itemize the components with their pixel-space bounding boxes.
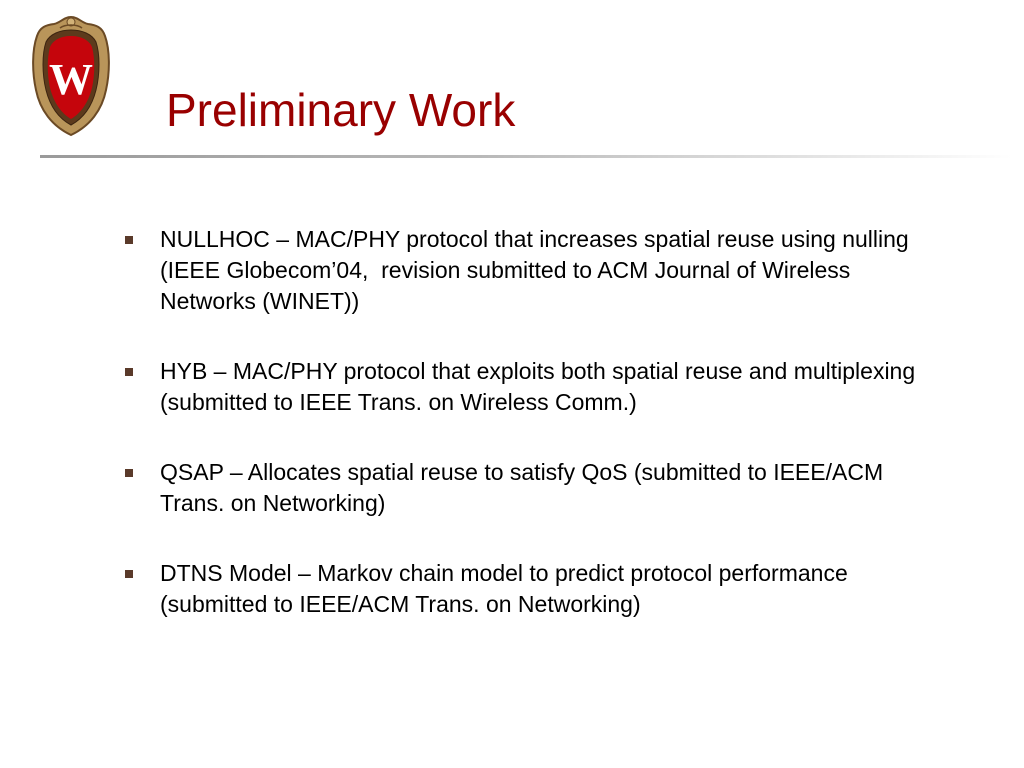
crest-letter: W — [49, 55, 93, 104]
bullet-text: QSAP – Allocates spatial reuse to satisfy QoS (submitted to IEEE/ACM Trans. on Networking) — [160, 459, 890, 516]
square-bullet-icon — [125, 236, 133, 244]
university-crest-icon — [30, 14, 112, 138]
bullet-list — [122, 224, 952, 659]
bullet-text: DTNS Model – Markov chain model to predict protocol performance (submitted to IEEE/ACM Trans. on Networking) — [160, 560, 855, 617]
list-item — [122, 457, 952, 519]
list-item — [122, 356, 952, 418]
title-divider — [40, 155, 1012, 158]
bullet-text: NULLHOC – MAC/PHY protocol that increases spatial reuse using nulling (IEEE Globecom’04, revision submitted to ACM Journal of Wireless Networks (WINET)) — [160, 226, 916, 314]
bullet-text: HYB – MAC/PHY protocol that exploits both spatial reuse and multiplexing (submitted to IEEE Trans. on Wireless Comm.) — [160, 358, 922, 415]
slide-title: Preliminary Work — [166, 84, 516, 136]
square-bullet-icon — [125, 469, 133, 477]
square-bullet-icon — [125, 368, 133, 376]
list-item — [122, 558, 952, 620]
list-item — [122, 224, 952, 317]
square-bullet-icon — [125, 570, 133, 578]
